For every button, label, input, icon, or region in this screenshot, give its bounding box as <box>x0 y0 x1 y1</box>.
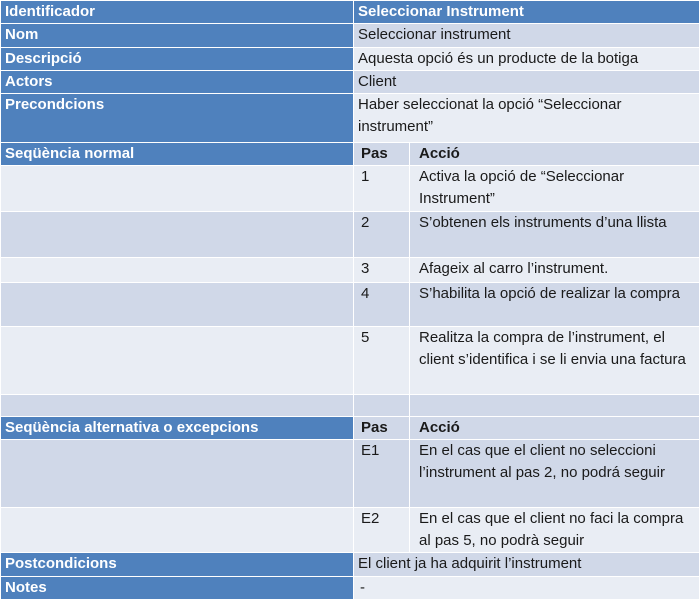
table-row <box>1 166 699 212</box>
table-row <box>1 283 699 327</box>
notes-value: - <box>354 577 699 600</box>
table-row <box>1 440 699 508</box>
step-number: 1 <box>354 166 410 212</box>
spacer-row <box>1 395 699 417</box>
alt-action-column-header: Acció <box>410 417 699 440</box>
empty-cell <box>410 395 699 417</box>
empty-cell <box>1 283 354 327</box>
step-number: 2 <box>354 212 410 258</box>
notes-label: Notes <box>1 577 354 600</box>
row-postcondicions <box>1 553 699 577</box>
alt-sequence-header-row <box>1 417 699 440</box>
step-action: Afageix al carro l’instrument. <box>410 258 699 283</box>
step-action: En el cas que el client no faci la compra al pas 5, no podrà seguir <box>410 508 699 553</box>
nom-label: Nom <box>1 24 354 48</box>
step-action: Activa la opció de “Seleccionar Instrument” <box>410 166 699 212</box>
table-row <box>1 508 699 553</box>
empty-cell <box>1 440 354 508</box>
empty-cell <box>1 258 354 283</box>
precondicions-label: Precondcions <box>1 94 354 143</box>
empty-cell <box>354 395 410 417</box>
row-notes <box>1 577 699 600</box>
empty-cell <box>1 166 354 212</box>
actors-value: Client <box>354 71 699 94</box>
row-nom <box>1 24 699 48</box>
step-action: S’obtenen els instruments d’una llista <box>410 212 699 258</box>
empty-cell <box>1 508 354 553</box>
empty-cell <box>1 212 354 258</box>
row-actors <box>1 71 699 94</box>
alt-sequence-label: Seqüència alternativa o excepcions <box>1 417 354 440</box>
normal-sequence-label: Seqüència normal <box>1 143 354 166</box>
normal-sequence-header-row <box>1 143 699 166</box>
actors-label: Actors <box>1 71 354 94</box>
step-action: S’habilita la opció de realizar la compra <box>410 283 699 327</box>
normal-action-column-header: Acció <box>410 143 699 166</box>
descripcio-value: Aquesta opció és un producte de la botiga <box>354 48 699 71</box>
empty-cell <box>1 327 354 395</box>
step-number: 4 <box>354 283 410 327</box>
step-number: 3 <box>354 258 410 283</box>
table-row <box>1 327 699 395</box>
header-value: Seleccionar Instrument <box>354 1 699 24</box>
step-number: 5 <box>354 327 410 395</box>
postcondicions-label: Postcondicions <box>1 553 354 577</box>
table-row <box>1 212 699 258</box>
precondicions-value: Haber seleccionat la opció “Seleccionar instrument” <box>354 94 699 143</box>
alt-step-column-header: Pas <box>354 417 410 440</box>
step-action: Realitza la compra de l’instrument, el client s’identifica i se li envia una factura <box>410 327 699 395</box>
step-number: E1 <box>354 440 410 508</box>
nom-value: Seleccionar instrument <box>354 24 699 48</box>
header-row <box>1 1 699 24</box>
row-precondicions <box>1 94 699 143</box>
step-action: En el cas que el client no seleccioni l’instrument al pas 2, no podrá seguir <box>410 440 699 508</box>
row-descripcio <box>1 48 699 71</box>
empty-cell <box>1 395 354 417</box>
step-number: E2 <box>354 508 410 553</box>
normal-step-column-header: Pas <box>354 143 410 166</box>
table-row <box>1 258 699 283</box>
descripcio-label: Descripció <box>1 48 354 71</box>
postcondicions-value: El client ja ha adquirit l’instrument <box>354 553 699 577</box>
header-label: Identificador <box>1 1 354 24</box>
